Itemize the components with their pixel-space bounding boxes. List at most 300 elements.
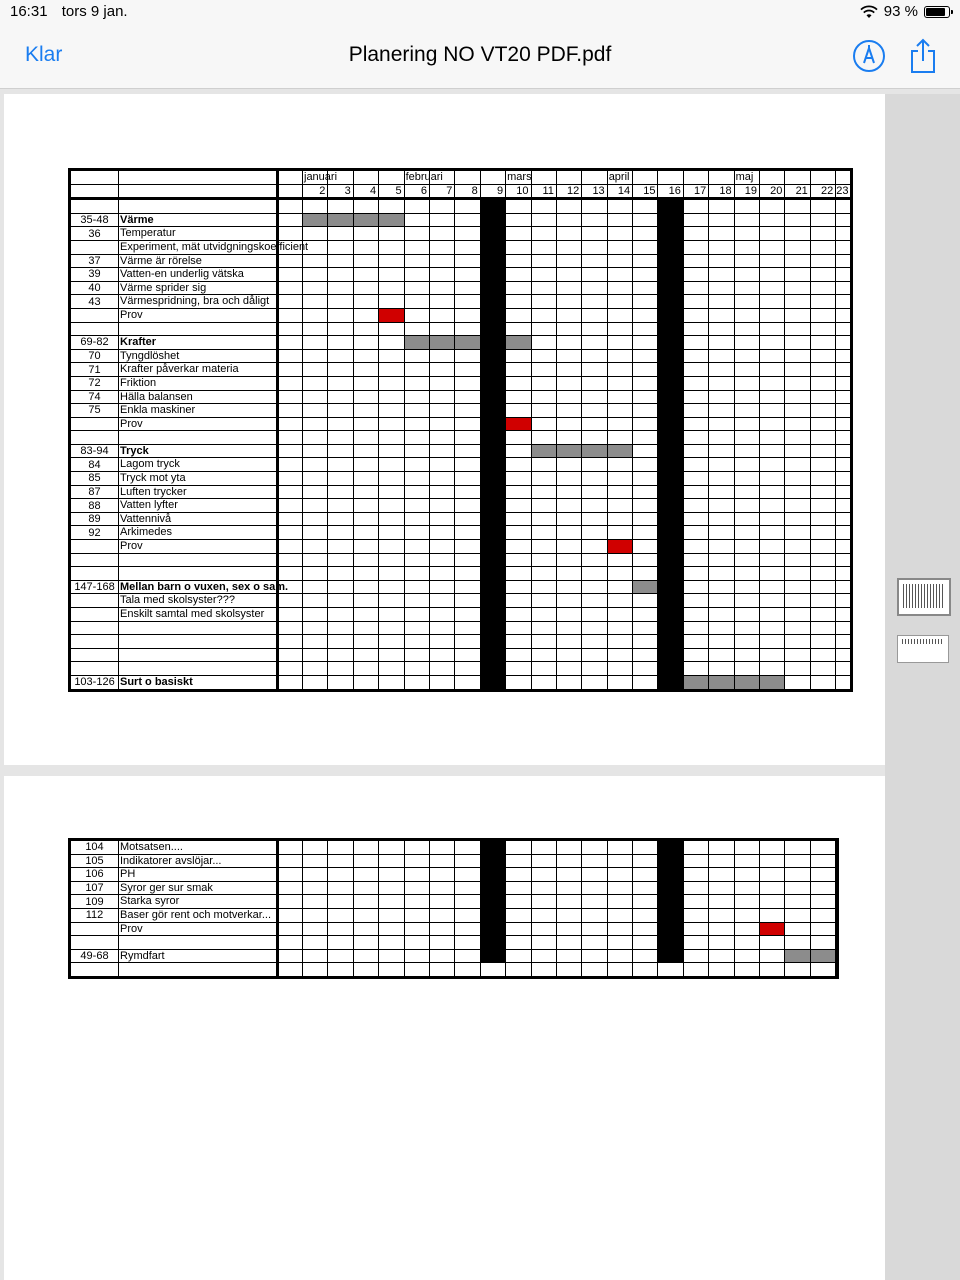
- week-cell: [836, 308, 852, 322]
- week-cell: [278, 485, 303, 499]
- week-cell: [836, 431, 852, 445]
- week-cell: [328, 567, 353, 581]
- week-cell: [480, 662, 505, 676]
- week-cell: [429, 458, 454, 472]
- week-cell: [278, 526, 303, 540]
- week-cell: [709, 648, 734, 662]
- week-cell: [531, 512, 556, 526]
- week-cell: [658, 635, 683, 649]
- week-cell: [278, 213, 303, 227]
- week-cell: [379, 526, 404, 540]
- week-cell: [303, 854, 328, 868]
- week-cell: [278, 908, 303, 922]
- page-range: [70, 417, 119, 431]
- week-cell: [658, 431, 683, 445]
- week-cell: [658, 648, 683, 662]
- week-cell: [760, 485, 785, 499]
- week-cell: [607, 567, 632, 581]
- period-bar: [607, 444, 632, 458]
- week-cell: [734, 485, 759, 499]
- week-cell: [480, 908, 505, 922]
- week-cell: [734, 254, 759, 268]
- week-cell: [303, 322, 328, 336]
- week-cell: [480, 594, 505, 608]
- week-cell: [658, 281, 683, 295]
- week-cell: [582, 417, 607, 431]
- page-range: [70, 963, 119, 978]
- week-cell: [760, 540, 785, 554]
- week-cell: [785, 922, 810, 936]
- week-cell: [836, 295, 852, 309]
- week-cell: [480, 580, 505, 594]
- week-cell: [379, 854, 404, 868]
- week-cell: [278, 363, 303, 377]
- week-cell: [709, 936, 734, 950]
- week-cell: [303, 526, 328, 540]
- week-cell: [810, 281, 835, 295]
- week-cell: [480, 308, 505, 322]
- week-cell: [785, 240, 810, 254]
- period-bar: [709, 675, 734, 690]
- week-cell: [658, 254, 683, 268]
- week-cell: [278, 512, 303, 526]
- week-cell: [709, 431, 734, 445]
- week-cell: [303, 540, 328, 554]
- week-cell: [709, 254, 734, 268]
- week-cell: [582, 336, 607, 350]
- week-cell: [303, 308, 328, 322]
- week-cell: [683, 240, 708, 254]
- week-cell: [404, 675, 429, 690]
- week-cell: [760, 336, 785, 350]
- week-cell: [785, 648, 810, 662]
- week-cell: [810, 840, 835, 855]
- week-cell: [607, 472, 632, 486]
- week-cell: [303, 908, 328, 922]
- week-cell: [734, 868, 759, 882]
- week-cell: [734, 608, 759, 622]
- week-cell: [582, 227, 607, 241]
- week-cell: [709, 485, 734, 499]
- week-cell: [278, 635, 303, 649]
- week-cell: [683, 227, 708, 241]
- week-cell: [556, 648, 581, 662]
- week-cell: [607, 635, 632, 649]
- week-cell: [429, 485, 454, 499]
- page-range: [70, 567, 119, 581]
- week-cell: [734, 908, 759, 922]
- week-cell: [379, 567, 404, 581]
- week-cell: [556, 376, 581, 390]
- navigation-bar: [0, 26, 960, 89]
- week-cell: [582, 363, 607, 377]
- week-cell: [506, 499, 531, 513]
- week-cell: [506, 526, 531, 540]
- week-cell: [455, 458, 480, 472]
- week-cell: [353, 458, 378, 472]
- week-cell: [328, 336, 353, 350]
- week-cell: [353, 854, 378, 868]
- done-button[interactable]: Klar: [25, 43, 63, 66]
- week-cell: [658, 868, 683, 882]
- week-cell: [328, 308, 353, 322]
- week-cell: [582, 499, 607, 513]
- week-cell: [353, 908, 378, 922]
- topic-label: Värme är rörelse: [120, 254, 202, 267]
- week-cell: [760, 268, 785, 282]
- week-cell: [506, 308, 531, 322]
- week-cell: [429, 254, 454, 268]
- week-cell: [658, 485, 683, 499]
- week-cell: [303, 567, 328, 581]
- week-cell: [353, 840, 378, 855]
- week-cell: [480, 854, 505, 868]
- period-bar: [760, 675, 785, 690]
- page-range: 43: [70, 295, 119, 309]
- week-cell: [760, 417, 785, 431]
- week-cell: [760, 390, 785, 404]
- month-header-row: [70, 170, 852, 185]
- period-bar: [556, 444, 581, 458]
- week-cell: [734, 594, 759, 608]
- week-cell: [531, 662, 556, 676]
- week-cell: [303, 868, 328, 882]
- week-cell: [785, 540, 810, 554]
- week-cell: [734, 213, 759, 227]
- week-cell: [328, 662, 353, 676]
- week-cell: [455, 485, 480, 499]
- week-cell: [303, 963, 328, 978]
- week-cell: [836, 840, 838, 855]
- week-cell: [455, 635, 480, 649]
- week-cell: [760, 322, 785, 336]
- week-cell: [582, 213, 607, 227]
- week-cell: [836, 608, 852, 622]
- week-cell: [404, 472, 429, 486]
- week-cell: [278, 227, 303, 241]
- week-cell: [709, 322, 734, 336]
- share-icon[interactable]: [908, 37, 938, 80]
- week-number: 2: [303, 184, 328, 199]
- week-cell: [429, 540, 454, 554]
- pdf-page-2[interactable]: [4, 776, 885, 1280]
- week-cell: [810, 540, 835, 554]
- week-cell: [633, 485, 658, 499]
- week-cell: [607, 322, 632, 336]
- topic-label: Starka syror: [120, 895, 180, 908]
- page-range: 70: [70, 349, 119, 363]
- week-cell: [303, 675, 328, 690]
- markup-pen-icon[interactable]: [852, 39, 886, 78]
- table-row: [70, 376, 852, 390]
- week-cell: [429, 431, 454, 445]
- week-cell: [683, 281, 708, 295]
- week-cell: [785, 431, 810, 445]
- page-range: [70, 662, 119, 676]
- week-cell: [607, 608, 632, 622]
- week-cell: [404, 881, 429, 895]
- week-cell: [404, 580, 429, 594]
- week-cell: [785, 499, 810, 513]
- week-cell: [836, 472, 852, 486]
- week-cell: [506, 908, 531, 922]
- week-cell: [607, 336, 632, 350]
- week-cell: [506, 963, 531, 978]
- week-cell: [836, 268, 852, 282]
- test-mark: [379, 308, 404, 322]
- week-cell: [683, 854, 708, 868]
- week-cell: [506, 458, 531, 472]
- week-cell: [556, 635, 581, 649]
- week-number: 9: [480, 184, 505, 199]
- week-cell: [379, 444, 404, 458]
- week-cell: [836, 281, 852, 295]
- week-number: 18: [709, 184, 734, 199]
- week-cell: [709, 868, 734, 882]
- page-1-thumbnail[interactable]: [897, 578, 951, 616]
- week-cell: [683, 608, 708, 622]
- page-range: 106: [70, 868, 119, 882]
- week-cell: [607, 485, 632, 499]
- wifi-icon: [860, 5, 878, 19]
- week-cell: [836, 322, 852, 336]
- period-bar: [633, 580, 658, 594]
- week-cell: [734, 621, 759, 635]
- page-range: 72: [70, 376, 119, 390]
- week-cell: [836, 458, 852, 472]
- week-cell: [328, 499, 353, 513]
- week-cell: [506, 444, 531, 458]
- week-cell: [709, 594, 734, 608]
- week-cell: [404, 254, 429, 268]
- week-cell: [709, 662, 734, 676]
- topic-label: Arkimedes: [120, 526, 172, 539]
- week-cell: [429, 840, 454, 855]
- table-row: [70, 458, 852, 472]
- week-cell: [379, 675, 404, 690]
- week-cell: [760, 567, 785, 581]
- week-cell: [658, 322, 683, 336]
- week-cell: [658, 963, 683, 978]
- page-range: 87: [70, 485, 119, 499]
- week-cell: [810, 404, 835, 418]
- week-cell: [303, 431, 328, 445]
- week-cell: [429, 268, 454, 282]
- week-cell: [429, 608, 454, 622]
- page-range: [70, 608, 119, 622]
- topic-label: Vattennivå: [120, 512, 172, 525]
- week-cell: [328, 580, 353, 594]
- week-cell: [455, 936, 480, 950]
- week-cell: [683, 336, 708, 350]
- week-cell: [531, 526, 556, 540]
- week-cell: [278, 936, 303, 950]
- week-cell: [810, 417, 835, 431]
- week-cell: [633, 540, 658, 554]
- week-cell: [658, 675, 683, 690]
- period-bar: [404, 336, 429, 350]
- topic-label: Luften trycker: [120, 485, 187, 498]
- planning-sheet-1: [68, 168, 853, 692]
- week-cell: [404, 526, 429, 540]
- week-cell: [633, 227, 658, 241]
- week-cell: [683, 376, 708, 390]
- week-cell: [404, 895, 429, 909]
- table-row: [70, 254, 852, 268]
- week-cell: [278, 608, 303, 622]
- week-cell: [506, 363, 531, 377]
- week-cell: [303, 349, 328, 363]
- week-cell: [328, 868, 353, 882]
- week-cell: [506, 567, 531, 581]
- week-cell: [379, 458, 404, 472]
- week-cell: [303, 458, 328, 472]
- week-cell: [760, 499, 785, 513]
- week-cell: [582, 281, 607, 295]
- week-cell: [303, 635, 328, 649]
- test-mark: [607, 540, 632, 554]
- week-cell: [531, 621, 556, 635]
- week-cell: [328, 840, 353, 855]
- week-cell: [683, 295, 708, 309]
- week-cell: [353, 936, 378, 950]
- week-number: 21: [785, 184, 810, 199]
- week-cell: [709, 199, 734, 214]
- week-cell: [429, 621, 454, 635]
- week-cell: [556, 526, 581, 540]
- week-cell: [455, 540, 480, 554]
- week-cell: [353, 240, 378, 254]
- week-number: 10: [506, 184, 531, 199]
- week-cell: [734, 295, 759, 309]
- period-bar: [353, 213, 378, 227]
- week-cell: [353, 540, 378, 554]
- topic-label: Krafter påverkar materia: [120, 363, 239, 376]
- week-cell: [836, 349, 852, 363]
- week-cell: [785, 662, 810, 676]
- week-cell: [709, 635, 734, 649]
- week-cell: [328, 349, 353, 363]
- week-cell: [455, 349, 480, 363]
- week-cell: [531, 553, 556, 567]
- week-cell: [810, 499, 835, 513]
- week-cell: [328, 635, 353, 649]
- week-cell: [734, 281, 759, 295]
- week-number: 22: [810, 184, 835, 199]
- week-cell: [328, 553, 353, 567]
- week-cell: [531, 567, 556, 581]
- week-cell: [278, 675, 303, 690]
- week-cell: [379, 580, 404, 594]
- week-cell: [607, 295, 632, 309]
- week-cell: [633, 675, 658, 690]
- topic-label: Motsatsen....: [120, 841, 183, 853]
- week-cell: [278, 281, 303, 295]
- table-row: [70, 553, 852, 567]
- week-cell: [328, 949, 353, 963]
- table-row: [70, 594, 852, 608]
- week-cell: [683, 662, 708, 676]
- week-cell: [683, 268, 708, 282]
- week-cell: [506, 322, 531, 336]
- week-cell: [582, 608, 607, 622]
- week-cell: [582, 254, 607, 268]
- table-row: [70, 580, 852, 594]
- week-cell: [607, 963, 632, 978]
- week-cell: [506, 376, 531, 390]
- week-cell: [404, 240, 429, 254]
- table-row: [70, 363, 852, 377]
- week-cell: [429, 512, 454, 526]
- page-2-thumbnail[interactable]: [897, 635, 949, 663]
- week-cell: [633, 417, 658, 431]
- week-cell: [404, 567, 429, 581]
- week-cell: [734, 390, 759, 404]
- week-cell: [328, 363, 353, 377]
- table-row: [70, 881, 838, 895]
- page-range: 74: [70, 390, 119, 404]
- week-cell: [607, 376, 632, 390]
- week-cell: [683, 922, 708, 936]
- week-cell: [836, 553, 852, 567]
- week-cell: [760, 553, 785, 567]
- week-cell: [480, 431, 505, 445]
- table-row: [70, 662, 852, 676]
- week-cell: [429, 868, 454, 882]
- page-range: 89: [70, 512, 119, 526]
- week-cell: [531, 417, 556, 431]
- page-range: 107: [70, 881, 119, 895]
- topic-label: Prov: [120, 308, 143, 321]
- week-cell: [303, 295, 328, 309]
- week-cell: [353, 526, 378, 540]
- week-cell: [303, 895, 328, 909]
- week-cell: [278, 662, 303, 676]
- week-cell: [683, 580, 708, 594]
- week-cell: [633, 199, 658, 214]
- week-cell: [278, 922, 303, 936]
- week-cell: [328, 199, 353, 214]
- pdf-page-1[interactable]: [4, 94, 885, 765]
- week-cell: [633, 922, 658, 936]
- week-cell: [582, 512, 607, 526]
- week-cell: [328, 594, 353, 608]
- week-cell: [506, 227, 531, 241]
- battery-icon: [924, 6, 950, 18]
- week-cell: [785, 485, 810, 499]
- week-cell: [303, 936, 328, 950]
- page-range: [70, 936, 119, 950]
- week-cell: [582, 854, 607, 868]
- period-bar: [836, 949, 838, 963]
- week-cell: [785, 608, 810, 622]
- week-cell: [404, 349, 429, 363]
- week-cell: [404, 499, 429, 513]
- week-cell: [429, 635, 454, 649]
- week-cell: [404, 854, 429, 868]
- week-cell: [556, 608, 581, 622]
- page-range: [70, 199, 119, 214]
- topic-label: Baser gör rent och motverkar...: [120, 908, 272, 921]
- week-cell: [785, 281, 810, 295]
- table-row: [70, 608, 852, 622]
- table-row: [70, 512, 852, 526]
- week-cell: [556, 621, 581, 635]
- week-cell: [531, 881, 556, 895]
- week-cell: [379, 608, 404, 622]
- week-cell: [328, 376, 353, 390]
- page-range: 104: [70, 840, 119, 855]
